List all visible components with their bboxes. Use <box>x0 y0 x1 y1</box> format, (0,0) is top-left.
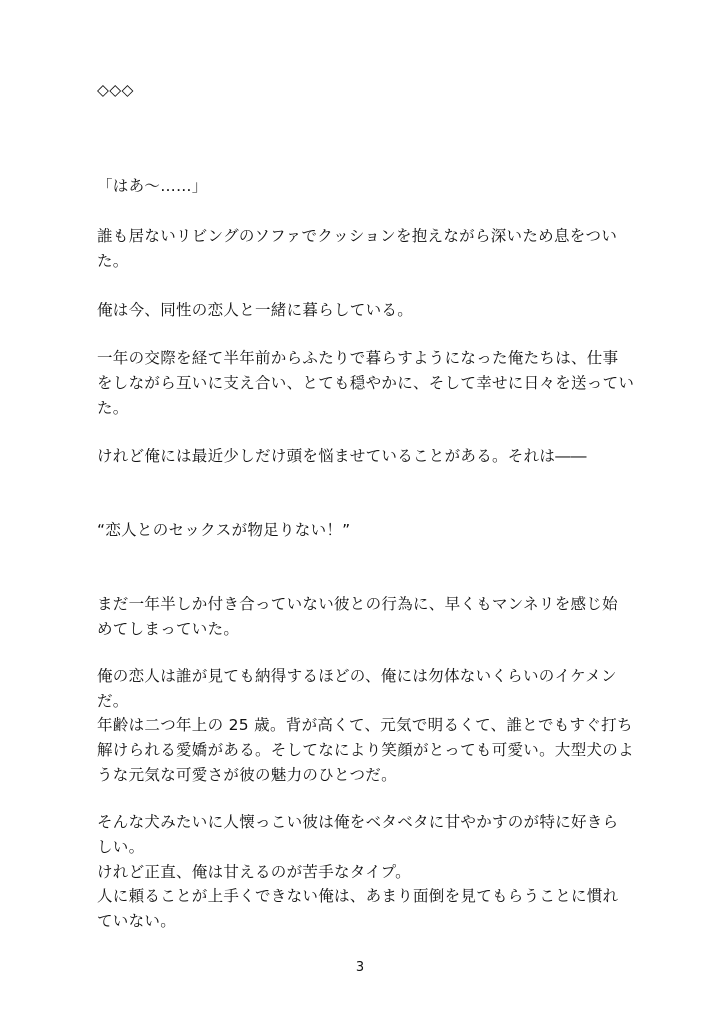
text-line: そんな犬みたいに人懐っこい彼は俺をベタベタに甘やかすのが特に好きら <box>97 813 619 831</box>
page-number: 3 <box>355 960 365 975</box>
text-line: 解けられる愛嬌がある。そしてなにより笑顔がとっても可愛い。大型犬のよ <box>97 741 634 759</box>
emphasis-line: “恋人とのセックスが物足りない！” <box>97 521 351 539</box>
text-line: 俺は今、同性の恋人と一緒に暮らしている。 <box>97 301 414 319</box>
text-line: 人に頼ることが上手くできない俺は、あまり面倒を見てもらうことに慣れ <box>97 887 619 905</box>
text-line: をしながら互いに支え合い、とても穏やかに、そして幸せに日々を送ってい <box>97 374 635 392</box>
text-line: 一年の交際を経て半年前からふたりで暮らすようになった俺たちは、仕事 <box>97 349 619 367</box>
text-line: まだ一年半しか付き合っていない彼との行為に、早くもマンネリを感じ始 <box>97 595 618 613</box>
text-line: 俺の恋人は誰が見ても納得するほどの、俺には勿体ないくらいのイケメン <box>97 667 617 685</box>
text-line: けれど俺には最近少しだけ頭を悩ませていることがある。それは―― <box>97 447 587 465</box>
text-line: けれど正直、俺は甘えるのが苦手なタイプ。 <box>97 863 411 881</box>
text-line: 誰も居ないリビングのソファでクッションを抱えながら深いため息をつい <box>97 227 618 245</box>
text-line: た。 <box>97 399 129 417</box>
scene-break: ◇◇◇ <box>97 81 134 99</box>
text-line: た。 <box>97 252 129 270</box>
text-line: めてしまっていた。 <box>97 620 240 638</box>
text-line: しい。 <box>97 838 145 856</box>
text-line: ていない。 <box>97 912 177 930</box>
dialogue-line: 「はあ〜……」 <box>97 177 208 195</box>
text-line: だ。 <box>97 692 129 710</box>
text-line: 年齢は二つ年上の 25 歳。背が高くて、元気で明るくて、誰とでもすぐ打ち <box>97 716 633 734</box>
text-line: うな元気な可愛さが彼の魅力のひとつだ。 <box>97 766 397 784</box>
